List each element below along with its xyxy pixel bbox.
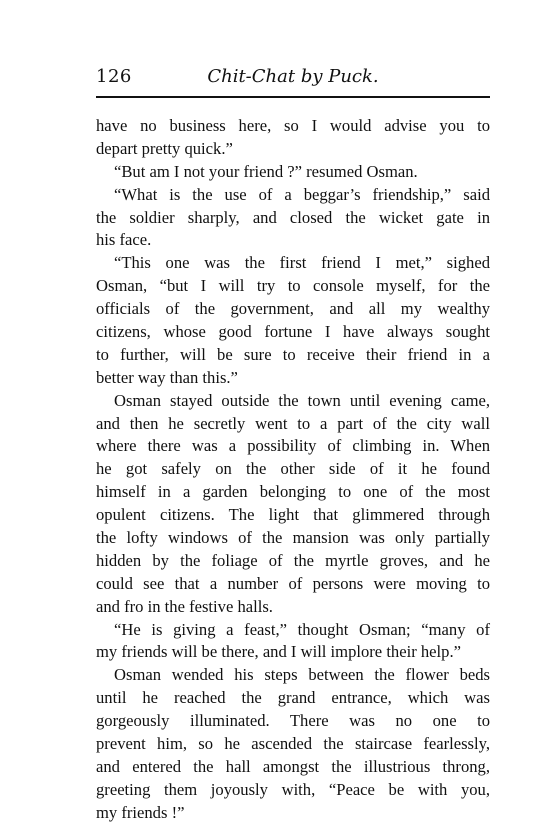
running-title: Chit-Chat by Puck. <box>207 66 379 87</box>
text-line: officials of the government, and all my wealthy <box>96 299 490 319</box>
text-line: and then he secretly went to a part of the city wall <box>96 413 490 433</box>
text-line: better way than this.” <box>96 367 238 387</box>
text-line: “But am I not your friend ?” resumed Osman. <box>114 161 418 181</box>
text-line: he got safely on the other side of it he found <box>96 459 490 479</box>
header-rule <box>96 96 490 98</box>
text-line: could see that a number of persons were moving to <box>96 573 490 593</box>
text-line: Osman wended his steps between the flower beds <box>114 665 490 685</box>
page-header <box>96 64 490 90</box>
body-text <box>96 115 490 825</box>
text-line: and entered the hall amongst the illustrious throng, <box>96 756 490 776</box>
text-line: citizens, whose good fortune I have always sought <box>96 322 490 342</box>
text-line: Osman, “but I will try to console myself, for the <box>96 276 490 296</box>
text-line: “This one was the first friend I met,” sighed <box>114 253 490 273</box>
text-line: the soldier sharply, and closed the wicket gate in <box>96 207 490 227</box>
text-line: my friends !” <box>96 802 185 822</box>
text-line: until he reached the grand entrance, which was <box>96 688 490 708</box>
text-line: my friends will be there, and I will implore their help.” <box>96 642 461 662</box>
page-number: 126 <box>96 66 132 87</box>
text-line: to further, will be sure to receive their friend in a <box>96 344 490 364</box>
text-line: greeting them joyously with, “Peace be with you, <box>96 779 490 799</box>
text-line: prevent him, so he ascended the staircase fearlessly, <box>96 734 490 754</box>
text-line: have no business here, so I would advise you to <box>96 116 490 135</box>
text-line: “What is the use of a beggar’s friendship,” said <box>114 184 490 204</box>
text-line: where there was a possibility of climbing in. When <box>96 436 490 456</box>
text-line: Osman stayed outside the town until evening came, <box>114 390 490 410</box>
text-line: the lofty windows of the mansion was only partially <box>96 528 490 548</box>
text-line: and fro in the festive halls. <box>96 596 273 616</box>
text-line: opulent citizens. The light that glimmered through <box>96 505 490 525</box>
text-line: depart pretty quick.” <box>96 138 233 158</box>
text-line: his face. <box>96 230 152 250</box>
text-line: “He is giving a feast,” thought Osman; “many of <box>114 619 490 639</box>
text-line: gorgeously illuminated. There was no one to <box>96 711 490 731</box>
text-line: hidden by the foliage of the myrtle groves, and he <box>96 550 490 570</box>
text-line: himself in a garden belonging to one of the most <box>96 482 490 502</box>
